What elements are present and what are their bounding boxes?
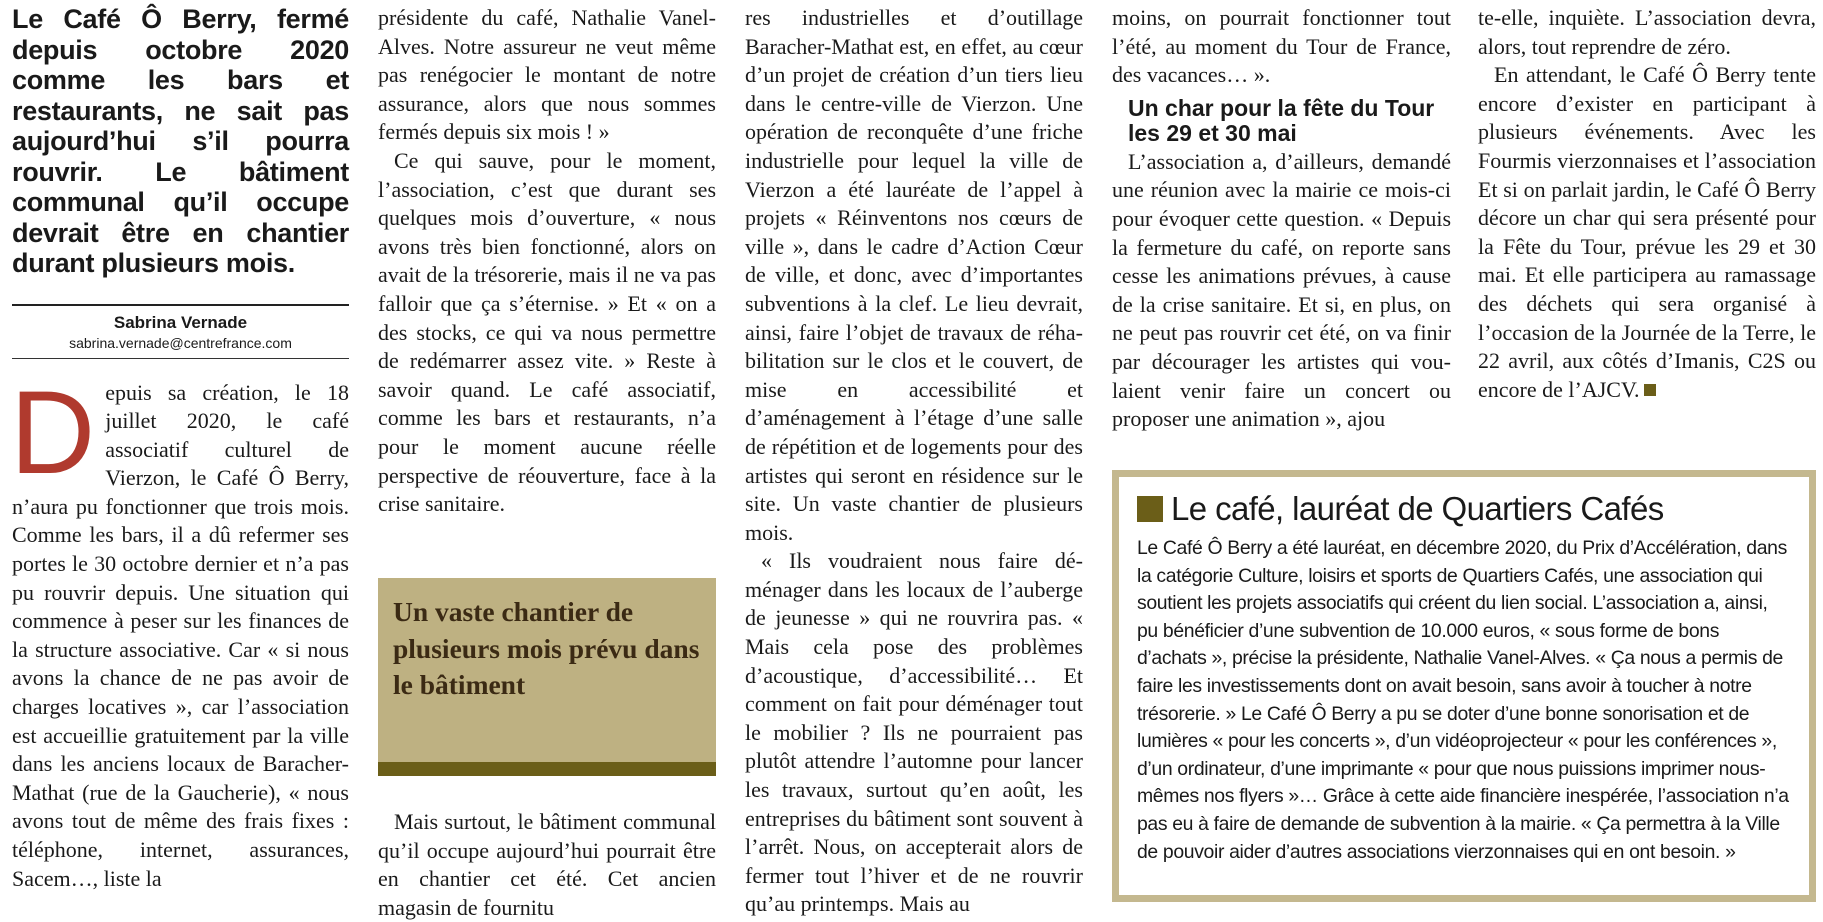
column-5 [1478, 4, 1816, 404]
paragraph: moins, on pourrait fonctionner tout l’été, au moment du Tour de France, des vacances… ». [1112, 5, 1451, 88]
paragraph-text: En attendant, le Café Ô Berry tente encore d’exister en participant à plusieurs événements. Avec les Fourmis vierzonnaises et l’association Et si on parlait jardin, le Café Ô Berry décore un char qui sera présenté pour la Fête du Tour, prévue les 29 et 30 mai. Et elle participera au ramassage des déchets qui sera organisé à l’occasion de la Journée de la Terre, le 22 avril, aux côtés d’Imanis, C2S ou encore de l’AJCV. [1478, 62, 1816, 402]
square-bullet-icon [1137, 496, 1163, 522]
column-2-continued [378, 808, 716, 922]
opening-text: epuis sa création, le 18 juillet 2020, le café associatif culturel de Vierzon, le Café Ô Berry, n’aura pu fonctionner que trois mois. Comme les bars, il a dû refermer ses portes le 30 octobre dernier et n’a pas pu rouvrir depuis. Une situation qui commence à peser sur les finances de la structure associative. Car « si nous avons la chance de ne pas avoir de charges locatives », car l’association est accueillie gratuitement par la ville dans les anciens locaux de Baracher-Mathat (rue de la Gaucherie), « nous avons tout de même des frais fixes : téléphone, internet, assurances, Sacem…, liste la [12, 379, 349, 891]
pull-quote: Un vaste chantier de plusieurs mois prévu dans le bâtiment [393, 596, 700, 700]
column-2 [378, 4, 716, 519]
article-lead: Le Café Ô Berry, fermé depuis octobre 2020 comme les bars et restaurants, ne sait pas aujourd’hui s’il pourra rouvrir. Le bâtiment communal qu’il occupe devrait être en chantier durant plusieurs mois. [12, 4, 349, 278]
paragraph: Ce qui sauve, pour le moment, l’association, c’est que durant ses quelques mois d’ouverture, « nous avons très bien fonctionné, alors on avait de la trésorerie, mais il ne va pas falloir que ça s’éternise. » Et « on a des stocks, ce qui va nous permettre de redémarrer assez vite. » Reste à savoir quand. Le café associatif, comme les bars et restaurants, n’a pour le moment aucune réelle perspective de réouverture, face à la crise sanitaire. [378, 147, 716, 517]
paragraph: L’association a, d’ailleurs, demandé une réunion avec la mairie ce mois-ci pour évoquer cette question. « Depuis la fermeture du café, on reporte sans cesse les animations prévues, à cause de la crise sanitaire. Et si, en plus, on ne peut pas rouvrir cet été, on va finir par décourager les artistes qui voulaient venir faire un concert ou proposer une animation », ajou [1112, 148, 1451, 432]
paragraph: « Ils voudraient nous faire déménager dans les locaux de l’auberge de jeunesse » qui ne rouvrira pas. « Mais cela pose des problèmes d’acoustique, d’accessibilité… Et comment on fait pour déménager tout le mobilier ? Ils ne pourraient pas plutôt attendre l’automne pour lancer les travaux, surtout qu’en août, les entreprises du bâtiment sont souvent à l’arrêt. Nous, on accepterait alors de fermer tout l’hiver et de ne rouvrir qu’au printemps. Mais au [745, 548, 1083, 917]
paragraph: Mais surtout, le bâtiment communal qu’il occupe aujourd’hui pourrait être en chantier cet été. Cet ancien magasin de fournitu [378, 809, 716, 920]
drop-cap: D [10, 366, 96, 499]
byline [12, 306, 349, 358]
sidebar-body: Le Café Ô Berry a été lauréat, en décembre 2020, du Prix d’Accélération, dans la catégorie Culture, loisirs et sports de Quartiers Cafés, une association qui soutient les projets associatifs qui créent du lien social. L’association a, ainsi, pu bénéficier d’une subvention de 10.000 euros, « sous forme de bons d’achats », précise la présidente, Nathalie Vanel-Alves. « Ça nous a permis de faire les investissements dont on avait besoin, sans avoir à toucher à notre trésorerie. » Le Café Ô Berry a pu se doter d’une bonne sonorisation et de lumières « pour les concerts », d’un vidéoprojecteur « pour les conférences », d’un ordinateur, d’une imprimante « pour que nous puissions imprimer nous-mêmes nos flyers »… Grâce à cette aide financière inespérée, l’association n’a pas eu à faire de demande de subvention à la mairie. « Ça permettra à la Ville de pouvoir aider d’autres associations vierzonnaises qui en ont besoin. » [1137, 537, 1789, 863]
article-opening-paragraph [10, 366, 349, 894]
paragraph [1478, 61, 1816, 404]
author-email: sabrina.vernade@centrefrance.com [69, 334, 292, 351]
sidebar-box [1112, 470, 1816, 902]
column-1 [12, 4, 349, 893]
paragraph: te-elle, inquiète. L’association devra, alors, tout reprendre de zéro. [1478, 5, 1816, 59]
section-subheading: Un char pour la fête du Tour les 29 et 30 mai [1128, 94, 1435, 146]
column-4 [1112, 4, 1451, 434]
sidebar-title-text: Le café, lauréat de Quartiers Cafés [1171, 490, 1664, 527]
pull-quote-box [378, 578, 716, 776]
sidebar-title [1137, 489, 1791, 529]
column-3 [745, 4, 1083, 919]
paragraph: res industrielles et d’outillage Baracher-Mathat est, en effet, au cœur d’un projet de création d’un tiers lieu dans le centre-ville de Vierzon. Une opération de reconquête d’une friche industrielle pour lequel la ville de Vierzon a été lauréate de l’appel à projets « Réinventons nos cœurs de ville », dans le cadre d’Action Cœur de ville, et donc, avec d’importantes subventions à la clef. Le lieu devrait, ainsi, faire l’objet de travaux de réhabilitation sur le clos et le couvert, de mise en accessibilité et d’aménagement à l’étage d’une salle de répétition et de logements pour des artistes qui seront en résidence sur le site. Un vaste chantier de plusieurs mois. [745, 5, 1083, 545]
end-of-article-mark [1644, 384, 1656, 396]
author-name: Sabrina Vernade [113, 312, 248, 332]
paragraph: présidente du café, Nathalie Vanel-Alves. Notre assureur ne veut même pas renégocier le montant de notre assurance, alors que nous sommes fermés depuis six mois ! » [378, 5, 716, 145]
